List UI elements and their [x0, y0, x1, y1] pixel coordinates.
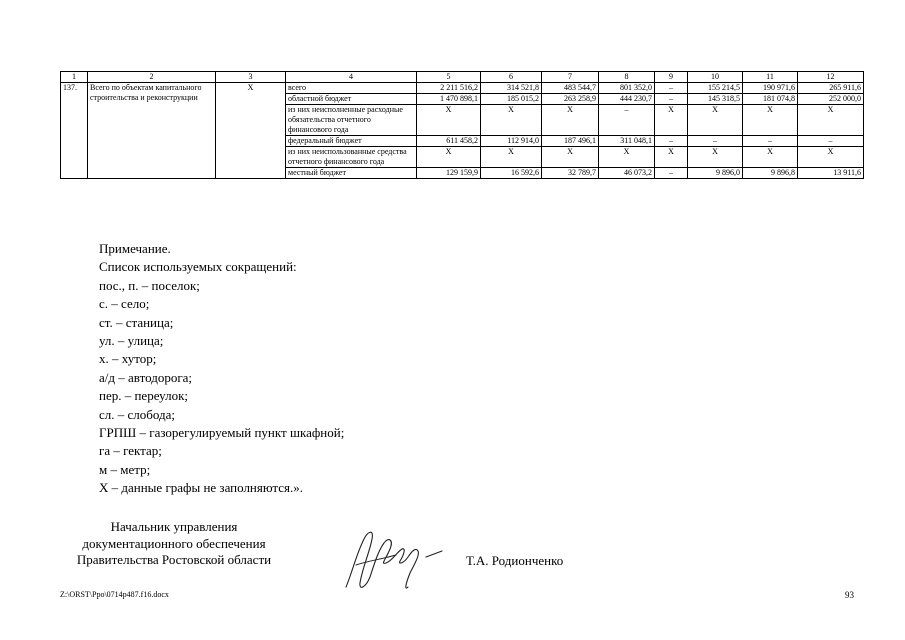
value-cell: 444 230,7: [599, 94, 655, 105]
notes-section: [99, 240, 344, 498]
object-name-cell: Всего по объектам капитального строительства и реконструкции: [88, 83, 216, 179]
unit-mark-cell: Х: [216, 83, 286, 179]
value-cell: Х: [417, 105, 481, 136]
value-cell: 9 896,8: [743, 168, 798, 179]
value-cell: 185 015,2: [481, 94, 542, 105]
value-cell: Х: [655, 105, 688, 136]
page-number: 93: [845, 590, 854, 600]
value-cell: 1 470 898,1: [417, 94, 481, 105]
value-cell: Х: [798, 147, 864, 168]
value-cell: 112 914,0: [481, 136, 542, 147]
value-cell: 9 896,0: [688, 168, 743, 179]
abbreviation-item: Х – данные графы не заполняются.».: [99, 480, 304, 496]
value-cell: –: [688, 136, 743, 147]
value-cell: Х: [542, 105, 599, 136]
column-header: 7: [542, 72, 599, 83]
value-cell: 801 352,0: [599, 83, 655, 94]
abbreviation-item: пос., п. – поселок;: [99, 277, 200, 293]
value-cell: Х: [599, 147, 655, 168]
value-cell: –: [743, 136, 798, 147]
column-header: 11: [743, 72, 798, 83]
value-cell: –: [655, 136, 688, 147]
value-cell: –: [798, 136, 864, 147]
value-cell: 263 258,9: [542, 94, 599, 105]
column-header: 12: [798, 72, 864, 83]
row-label: из них неиспользованные средства отчетного финансового года: [286, 147, 417, 168]
value-cell: 190 971,6: [743, 83, 798, 94]
value-cell: 483 544,7: [542, 83, 599, 94]
row-label: всего: [286, 83, 417, 94]
abbreviation-item: ул. – улица;: [99, 333, 164, 349]
value-cell: –: [655, 168, 688, 179]
handwritten-signature: [338, 525, 448, 595]
position-line: Начальник управления: [110, 519, 238, 534]
column-header: 8: [599, 72, 655, 83]
value-cell: Х: [417, 147, 481, 168]
value-cell: –: [655, 94, 688, 105]
value-cell: Х: [481, 105, 542, 136]
abbreviation-item: га – гектар;: [99, 443, 162, 459]
table-header-row: [61, 72, 864, 83]
value-cell: 16 592,6: [481, 168, 542, 179]
value-cell: Х: [688, 147, 743, 168]
signatory-name: Т.А. Родионченко: [466, 553, 564, 568]
column-header: 3: [216, 72, 286, 83]
footer-file-path: Z:\ORST\Ppo\0714p487.f16.docx: [60, 590, 169, 599]
position-line: Правительства Ростовской области: [76, 552, 272, 567]
value-cell: 611 458,2: [417, 136, 481, 147]
row-label: из них неисполненные расходные обязательства отчетного финансового года: [286, 105, 417, 136]
row-number-cell: 137.: [61, 83, 88, 179]
value-cell: 129 159,9: [417, 168, 481, 179]
value-cell: 187 496,1: [542, 136, 599, 147]
value-cell: Х: [542, 147, 599, 168]
value-cell: Х: [481, 147, 542, 168]
value-cell: 155 214,5: [688, 83, 743, 94]
abbreviation-item: ст. – станица;: [99, 314, 174, 330]
column-header: 6: [481, 72, 542, 83]
abbreviation-item: а/д – автодорога;: [99, 369, 193, 385]
column-header: 4: [286, 72, 417, 83]
value-cell: Х: [743, 105, 798, 136]
budget-table: [60, 71, 864, 179]
value-cell: 13 911,6: [798, 168, 864, 179]
column-header: 9: [655, 72, 688, 83]
value-cell: –: [655, 83, 688, 94]
notes-intro: Список используемых сокращений:: [99, 259, 297, 275]
abbreviation-item: сл. – слобода;: [99, 406, 176, 422]
abbreviation-item: с. – село;: [99, 296, 150, 312]
value-cell: –: [599, 105, 655, 136]
abbreviation-item: ГРПШ – газорегулируемый пункт шкафной;: [99, 425, 345, 441]
column-header: 2: [88, 72, 216, 83]
value-cell: Х: [688, 105, 743, 136]
signatory-position: [58, 519, 290, 569]
row-label: федеральный бюджет: [286, 136, 417, 147]
row-label: местный бюджет: [286, 168, 417, 179]
abbreviation-item: пер. – переулок;: [99, 388, 188, 404]
value-cell: 252 000,0: [798, 94, 864, 105]
value-cell: 145 318,5: [688, 94, 743, 105]
value-cell: 265 911,6: [798, 83, 864, 94]
value-cell: Х: [798, 105, 864, 136]
value-cell: 314 521,8: [481, 83, 542, 94]
abbreviation-item: х. – хутор;: [99, 351, 157, 367]
row-label: областной бюджет: [286, 94, 417, 105]
position-line: документационного обеспечения: [82, 535, 266, 551]
value-cell: 2 211 516,2: [417, 83, 481, 94]
value-cell: 181 074,8: [743, 94, 798, 105]
value-cell: 311 048,1: [599, 136, 655, 147]
value-cell: 32 789,7: [542, 168, 599, 179]
table-row: [61, 83, 864, 94]
column-header: 10: [688, 72, 743, 83]
notes-title: Примечание.: [99, 241, 171, 256]
value-cell: Х: [655, 147, 688, 168]
value-cell: 46 073,2: [599, 168, 655, 179]
value-cell: Х: [743, 147, 798, 168]
abbreviation-item: м – метр;: [99, 461, 151, 477]
column-header: 1: [61, 72, 88, 83]
column-header: 5: [417, 72, 481, 83]
